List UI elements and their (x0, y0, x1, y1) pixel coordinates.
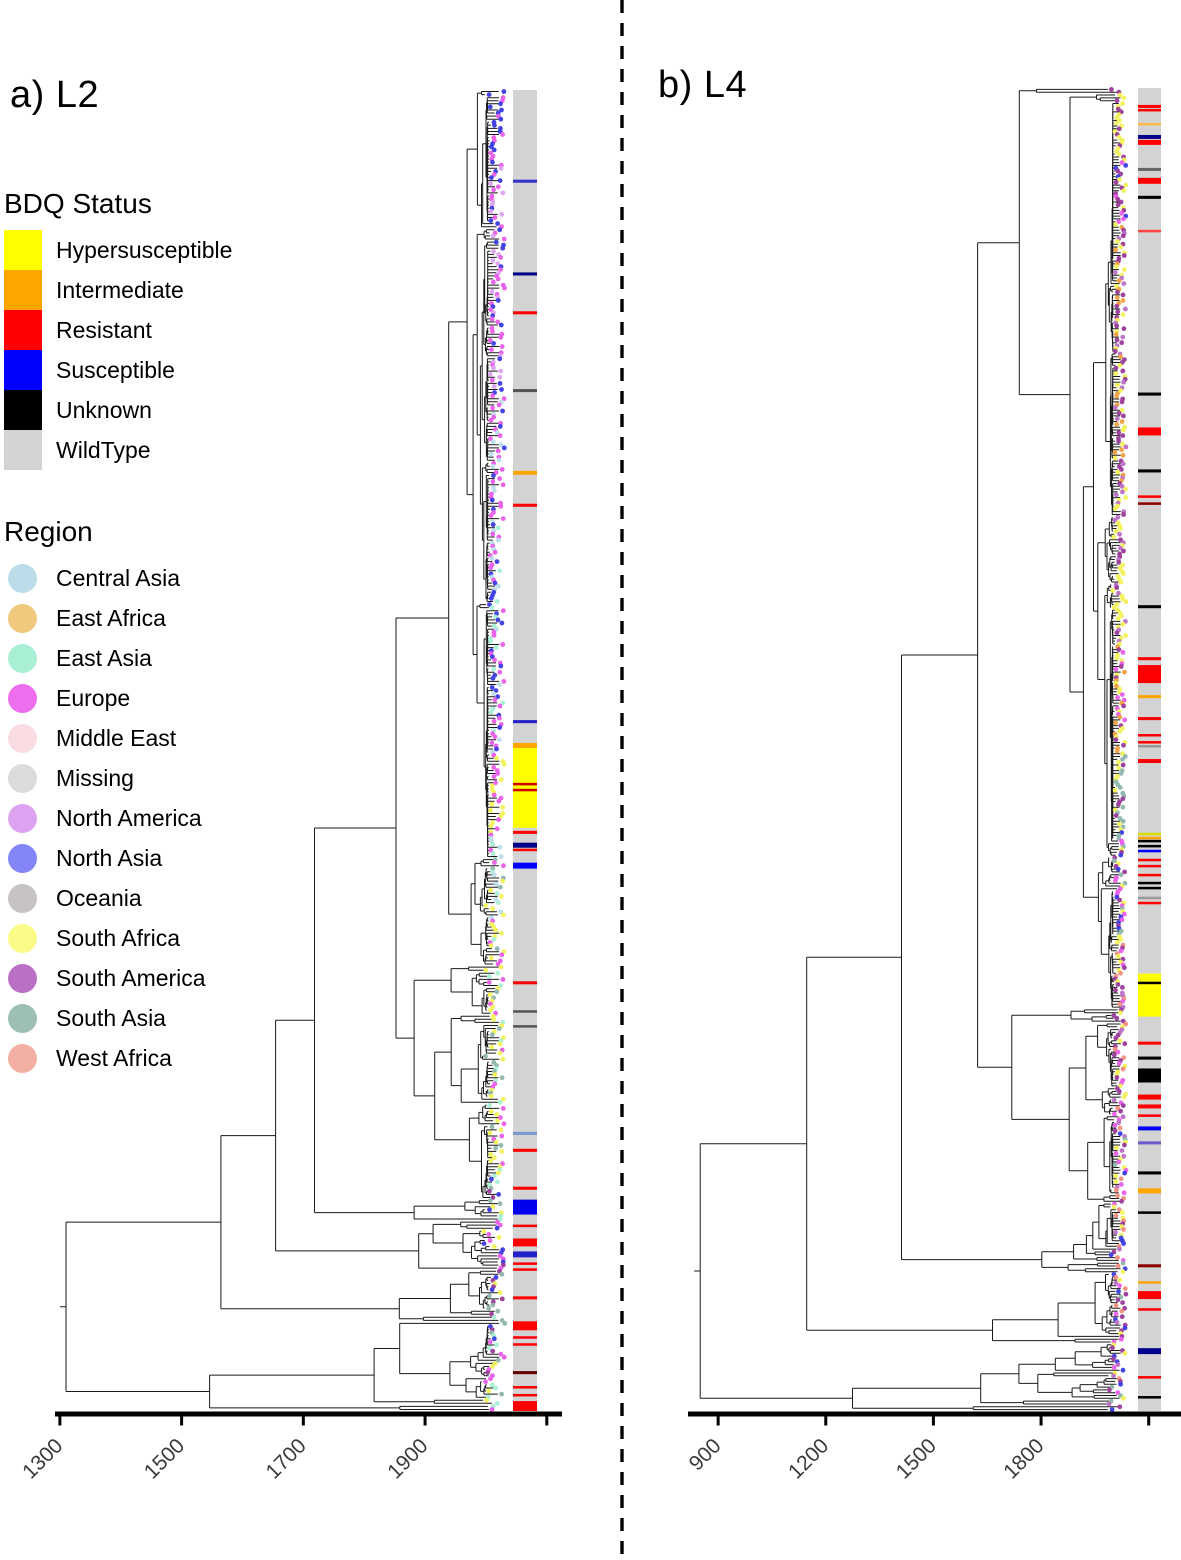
bdq-strip-segment (1138, 887, 1161, 890)
bdq-strip-segment (1138, 605, 1161, 608)
bdq-strip-segment (513, 981, 537, 984)
bdq-strip-segment (1138, 874, 1161, 877)
bdq-swatch-icon (4, 350, 42, 390)
bdq-strip-segment (1138, 135, 1161, 139)
bdq-strip-segment (1138, 833, 1161, 836)
bdq-strip-segment (1138, 178, 1161, 184)
axis-tick-mark (932, 1417, 935, 1426)
legend-label: South Africa (56, 924, 181, 951)
bdq-strip-segment (513, 1321, 537, 1330)
axis-tick-label: 1200 (784, 1434, 834, 1484)
legend-item (4, 958, 206, 998)
bdq-swatch-icon (4, 230, 42, 270)
region-swatch-icon (8, 924, 37, 953)
axis-tick-label: 1700 (261, 1434, 311, 1484)
legend-label: Intermediate (56, 276, 184, 303)
bdq-strip-segment (1138, 741, 1161, 744)
bdq-strip-segment (1138, 850, 1161, 853)
legend-item (4, 350, 232, 390)
bdq-strip-segment (513, 504, 537, 507)
bdq-strip-segment (1138, 859, 1161, 862)
bdq-strip-segment (1138, 105, 1161, 108)
legend-item (4, 430, 232, 470)
bdq-strip-segment (513, 1371, 537, 1374)
axis-tick-mark (180, 1417, 183, 1426)
bdq-strip-segment (1138, 974, 1161, 1017)
bdq-strip-segment (513, 1251, 537, 1257)
bdq-strip-segment (1138, 1104, 1161, 1108)
region-swatch-icon (8, 884, 37, 913)
bdq-legend-title: BDQ Status (4, 188, 152, 219)
legend-label: WildType (56, 436, 151, 463)
bdq-strip-segment (1138, 865, 1161, 868)
bdq-strip-segment (1138, 109, 1161, 112)
bdq-strip-segment (1138, 1308, 1161, 1311)
legend-label: Middle East (56, 724, 177, 751)
legend-item (4, 1038, 206, 1078)
bdq-swatch-icon (4, 310, 42, 350)
axis-tick-mark (1040, 1417, 1043, 1426)
time-axis-l4 (685, 1412, 1181, 1484)
bdq-strip-segment (1138, 1396, 1161, 1399)
bdq-strip-segment (513, 789, 537, 792)
legend-item (4, 718, 206, 758)
region-legend-items (4, 558, 206, 1078)
bdq-strip-segment (1138, 897, 1161, 900)
region-swatch-icon (8, 804, 37, 833)
bdq-strip-segment (513, 1394, 537, 1397)
region-swatch-icon (8, 844, 37, 873)
bdq-strip-segment (1138, 1126, 1161, 1130)
bdq-strip-segment (1138, 717, 1161, 720)
legend-item (4, 798, 206, 838)
bdq-legend-items (4, 230, 232, 470)
axis-tick-mark (424, 1417, 427, 1426)
bdq-strip-segment (1138, 1068, 1161, 1082)
legend-label: South America (56, 964, 206, 991)
legend-label: Europe (56, 684, 131, 711)
bdq-strip-segment (1138, 837, 1161, 840)
bdq-strip-segment (513, 743, 537, 748)
bdq-strip-segment (513, 471, 537, 475)
bdq-strip-segment (1138, 1141, 1161, 1144)
bdq-strip-segment (513, 1187, 537, 1190)
bdq-strip-segment (513, 1025, 537, 1028)
bdq-strip-segment (513, 1262, 537, 1265)
legend-label: West Africa (56, 1044, 172, 1071)
panel-l4 (685, 87, 1181, 1484)
bdq-strip-segment (1138, 657, 1161, 660)
axis-tick-label: 1500 (139, 1434, 190, 1484)
bdq-strip-segment (1138, 902, 1161, 905)
bdq-strip-segment (1138, 1291, 1161, 1299)
legend-item (4, 838, 206, 878)
legend-label: East Asia (56, 644, 152, 671)
axis-tick-mark (824, 1417, 827, 1426)
axis-tick-label: 1500 (891, 1434, 941, 1484)
region-swatch-icon (8, 964, 37, 993)
legend-label: Unknown (56, 396, 152, 423)
legend-label: Hypersusceptible (56, 236, 233, 263)
tip-points-l4 (1107, 87, 1129, 1412)
legend-item (4, 878, 206, 918)
panel-a-title: a) L2 (10, 74, 100, 116)
bdq-status-legend (4, 188, 232, 470)
bdq-strip-segment (1138, 1171, 1161, 1174)
bdq-strip-segment (513, 1343, 537, 1346)
bdq-strip-segment (513, 389, 537, 392)
bdq-strip-segment (1138, 393, 1161, 396)
bdq-strip-segment (1138, 1114, 1161, 1117)
bdq-strip-segment (1138, 427, 1161, 435)
bdq-strip-segment (513, 1132, 537, 1135)
bdq-strip-segment (1138, 168, 1161, 171)
bdq-strip-segment (513, 1149, 537, 1152)
bdq-strip-segment (513, 272, 537, 275)
region-swatch-icon (8, 644, 37, 673)
bdq-strip-l4 (1138, 88, 1161, 1411)
axis-tick-mark (1147, 1417, 1150, 1426)
legend-item (4, 230, 232, 270)
legend-item (4, 310, 232, 350)
axis-tick-label: 1900 (383, 1434, 433, 1484)
bdq-strip-segment (513, 783, 537, 786)
region-swatch-icon (8, 724, 37, 753)
region-swatch-icon (8, 764, 37, 793)
legend-label: North Asia (56, 844, 163, 871)
phylo-tree-l4 (694, 89, 1120, 1409)
axis-tick-label: 1300 (18, 1434, 68, 1484)
legend-item (4, 638, 206, 678)
bdq-strip-segment (1138, 230, 1161, 233)
bdq-swatch-icon (4, 390, 42, 430)
bdq-strip-segment (513, 1225, 537, 1228)
bdq-swatch-icon (4, 270, 42, 310)
bdq-strip-segment (513, 863, 537, 869)
bdq-strip-segment (1138, 759, 1161, 763)
bdq-strip-segment (513, 843, 537, 848)
bdq-strip-segment (1138, 882, 1161, 885)
bdq-strip-segment (1138, 1042, 1161, 1045)
bdq-strip-segment (513, 180, 537, 183)
bdq-strip-segment (1138, 196, 1161, 199)
bdq-strip-segment (513, 1010, 537, 1013)
axis-tick-mark (717, 1417, 720, 1426)
bdq-strip-segment (513, 1200, 537, 1215)
time-axis-l2 (18, 1412, 562, 1484)
bdq-strip-segment (1138, 1281, 1161, 1284)
region-legend (4, 516, 206, 1078)
bdq-strip-segment (1138, 1188, 1161, 1193)
legend-label: East Africa (56, 604, 166, 631)
bdq-strip-segment (1138, 1264, 1161, 1267)
legend-label: Central Asia (56, 564, 181, 591)
panel-b-title: b) L4 (658, 64, 748, 106)
bdq-strip-segment (1138, 845, 1161, 848)
axis-tick-mark (545, 1417, 548, 1426)
legend-label: Resistant (56, 316, 152, 343)
bdq-strip-segment (1138, 840, 1161, 843)
bdq-strip-segment (1138, 1095, 1161, 1100)
bdq-strip-segment (1138, 1376, 1161, 1379)
axis-tick-label: 900 (684, 1434, 726, 1476)
bdq-strip-segment (513, 831, 537, 834)
legend-item (4, 270, 232, 310)
bdq-strip-segment (1138, 745, 1161, 748)
bdq-strip-l2 (513, 90, 537, 1411)
region-swatch-icon (8, 604, 37, 633)
bdq-strip-segment (513, 1238, 537, 1246)
bdq-strip-segment (1138, 495, 1161, 498)
bdq-strip-segment (513, 748, 537, 828)
bdq-strip-segment (1138, 982, 1161, 985)
bdq-strip-segment (1138, 123, 1161, 126)
legend-label: Missing (56, 764, 134, 791)
bdq-strip-segment (513, 720, 537, 723)
legend-label: North America (56, 804, 202, 831)
legend-item (4, 678, 206, 718)
legend-item (4, 918, 206, 958)
legend-label: South Asia (56, 1004, 166, 1031)
legend-item (4, 558, 206, 598)
legend-label: Susceptible (56, 356, 175, 383)
bdq-strip-segment (1138, 1211, 1161, 1214)
region-swatch-icon (8, 1044, 37, 1073)
legend-item (4, 390, 232, 430)
axis-tick-mark (58, 1417, 61, 1426)
bdq-strip-segment (513, 1268, 537, 1271)
legend-item (4, 998, 206, 1038)
bdq-strip-segment (1138, 1348, 1161, 1354)
bdq-strip-segment (513, 1386, 537, 1389)
axis-tick-label: 1800 (999, 1434, 1049, 1484)
legend-item (4, 758, 206, 798)
bdq-strip-segment (1138, 469, 1161, 472)
bdq-strip-segment (1138, 667, 1161, 683)
bdq-strip-segment (1138, 502, 1161, 505)
bdq-strip-segment (1138, 140, 1161, 145)
region-swatch-icon (8, 684, 37, 713)
bdq-strip-segment (1138, 695, 1161, 698)
bdq-strip-segment (513, 849, 537, 852)
legend-label: Oceania (56, 884, 142, 911)
bdq-strip-segment (513, 1336, 537, 1339)
region-legend-title: Region (4, 516, 93, 547)
bdq-strip-segment (1138, 1057, 1161, 1060)
region-swatch-icon (8, 564, 37, 593)
bdq-strip-segment (1138, 734, 1161, 737)
bdq-strip-segment (513, 311, 537, 314)
region-swatch-icon (8, 1004, 37, 1033)
bdq-strip-segment (513, 1296, 537, 1299)
bdq-swatch-icon (4, 430, 42, 470)
axis-tick-mark (302, 1417, 305, 1426)
legend-item (4, 598, 206, 638)
bdq-strip-segment (513, 1401, 537, 1411)
